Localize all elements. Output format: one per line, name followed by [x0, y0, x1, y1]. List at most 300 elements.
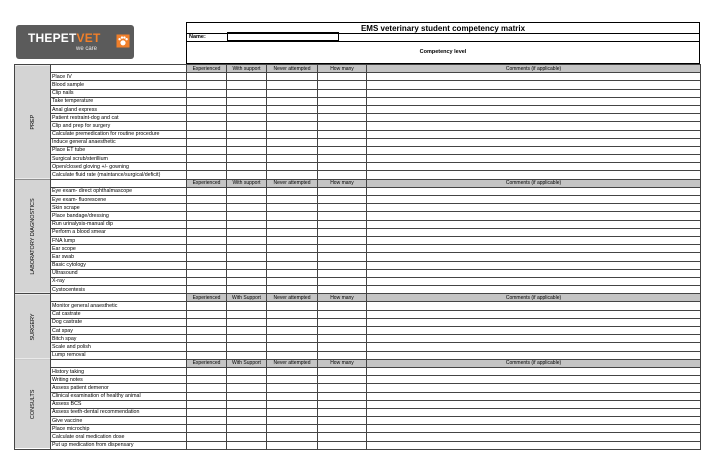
entry-cell[interactable]	[367, 392, 701, 400]
table-row	[15, 376, 701, 384]
entry-cell[interactable]	[267, 105, 318, 113]
entry-cell[interactable]	[187, 105, 227, 113]
entry-cell[interactable]	[267, 97, 318, 105]
section-label: CONSULTS	[15, 359, 51, 449]
skill-label: Assess patient demenor	[51, 384, 187, 392]
table-row	[15, 245, 701, 253]
table-row	[15, 89, 701, 97]
entry-cell[interactable]	[318, 400, 367, 408]
entry-cell[interactable]	[367, 376, 701, 384]
entry-cell[interactable]	[187, 286, 227, 294]
entry-cell[interactable]	[267, 212, 318, 220]
entry-cell[interactable]	[318, 122, 367, 130]
entry-cell[interactable]	[227, 286, 267, 294]
entry-cell[interactable]	[367, 253, 701, 261]
entry-cell[interactable]	[318, 318, 367, 326]
entry-cell[interactable]	[187, 335, 227, 343]
entry-cell[interactable]	[367, 196, 701, 204]
column-header: Never attempted	[267, 65, 318, 73]
column-header: How many	[318, 65, 367, 73]
entry-cell[interactable]	[187, 146, 227, 154]
entry-cell[interactable]	[227, 155, 267, 163]
entry-cell[interactable]	[187, 392, 227, 400]
entry-cell[interactable]	[227, 261, 267, 269]
entry-cell[interactable]	[318, 187, 367, 195]
entry-cell[interactable]	[187, 97, 227, 105]
skill-label: Run urinalysis-manual dip	[51, 220, 187, 228]
entry-cell[interactable]	[227, 114, 267, 122]
entry-cell[interactable]	[187, 367, 227, 375]
entry-cell[interactable]	[187, 400, 227, 408]
entry-cell[interactable]	[318, 343, 367, 351]
entry-cell[interactable]	[318, 376, 367, 384]
skill-label: Clip and prep for surgery	[51, 122, 187, 130]
entry-cell[interactable]	[318, 277, 367, 285]
entry-cell[interactable]	[267, 73, 318, 81]
entry-cell[interactable]	[227, 163, 267, 171]
entry-cell[interactable]	[318, 286, 367, 294]
entry-cell[interactable]	[227, 105, 267, 113]
entry-cell[interactable]	[187, 408, 227, 416]
entry-cell[interactable]	[367, 114, 701, 122]
entry-cell[interactable]	[187, 351, 227, 359]
entry-cell[interactable]	[267, 196, 318, 204]
entry-cell[interactable]	[267, 384, 318, 392]
skill-label: History taking	[51, 367, 187, 375]
entry-cell[interactable]	[367, 327, 701, 335]
entry-cell[interactable]	[318, 73, 367, 81]
table-row	[15, 220, 701, 228]
entry-cell[interactable]	[267, 204, 318, 212]
entry-cell[interactable]	[227, 302, 267, 310]
table-row	[15, 97, 701, 105]
entry-cell[interactable]	[267, 228, 318, 236]
entry-cell[interactable]	[267, 236, 318, 244]
entry-cell[interactable]	[187, 327, 227, 335]
entry-cell[interactable]	[267, 89, 318, 97]
entry-cell[interactable]	[267, 335, 318, 343]
entry-cell[interactable]	[227, 400, 267, 408]
entry-cell[interactable]	[187, 155, 227, 163]
entry-cell[interactable]	[187, 187, 227, 195]
entry-cell[interactable]	[367, 138, 701, 146]
skill-label: Lump removal	[51, 351, 187, 359]
entry-cell[interactable]	[318, 351, 367, 359]
entry-cell[interactable]	[367, 81, 701, 89]
skill-label: Calculate premedication for routine procedure	[51, 130, 187, 138]
section-header-row	[15, 294, 701, 302]
column-header: Experienced	[187, 294, 227, 302]
table-row	[15, 351, 701, 359]
entry-cell[interactable]	[187, 220, 227, 228]
skill-label: Eye exam- direct ophthalmascope	[51, 187, 187, 195]
entry-cell[interactable]	[187, 310, 227, 318]
entry-cell[interactable]	[318, 425, 367, 433]
entry-cell[interactable]	[227, 204, 267, 212]
skill-label: Cystocentesis	[51, 286, 187, 294]
entry-cell[interactable]	[187, 236, 227, 244]
table-row	[15, 212, 701, 220]
entry-cell[interactable]	[367, 122, 701, 130]
table-row	[15, 204, 701, 212]
entry-cell[interactable]	[267, 302, 318, 310]
entry-cell[interactable]	[187, 114, 227, 122]
entry-cell[interactable]	[187, 122, 227, 130]
entry-cell[interactable]	[318, 220, 367, 228]
skill-label: Monitor general anaesthetic	[51, 302, 187, 310]
table-row	[15, 310, 701, 318]
entry-cell[interactable]	[227, 417, 267, 425]
entry-cell[interactable]	[187, 212, 227, 220]
entry-cell[interactable]	[267, 327, 318, 335]
skill-label: Blood sample	[51, 81, 187, 89]
entry-cell[interactable]	[367, 408, 701, 416]
header-blank-cell	[51, 179, 187, 187]
entry-cell[interactable]	[367, 433, 701, 441]
column-header: Experienced	[187, 65, 227, 73]
table-row	[15, 400, 701, 408]
entry-cell[interactable]	[318, 228, 367, 236]
column-header: Experienced	[187, 359, 227, 367]
entry-cell[interactable]	[187, 261, 227, 269]
entry-cell[interactable]	[367, 89, 701, 97]
entry-cell[interactable]	[227, 384, 267, 392]
name-field[interactable]	[227, 32, 339, 41]
entry-cell[interactable]	[267, 171, 318, 179]
entry-cell[interactable]	[187, 253, 227, 261]
table-row	[15, 236, 701, 244]
table-row	[15, 286, 701, 294]
entry-cell[interactable]	[267, 261, 318, 269]
table-row	[15, 171, 701, 179]
entry-cell[interactable]	[227, 376, 267, 384]
entry-cell[interactable]	[267, 130, 318, 138]
entry-cell[interactable]	[227, 130, 267, 138]
entry-cell[interactable]	[227, 327, 267, 335]
column-header: Never attempted	[267, 294, 318, 302]
entry-cell[interactable]	[318, 417, 367, 425]
entry-cell[interactable]	[227, 277, 267, 285]
entry-cell[interactable]	[318, 302, 367, 310]
entry-cell[interactable]	[267, 318, 318, 326]
entry-cell[interactable]	[267, 277, 318, 285]
entry-cell[interactable]	[367, 441, 701, 449]
entry-cell[interactable]	[367, 97, 701, 105]
table-row	[15, 81, 701, 89]
entry-cell[interactable]	[367, 236, 701, 244]
entry-cell[interactable]	[318, 327, 367, 335]
table-row	[15, 261, 701, 269]
entry-cell[interactable]	[227, 441, 267, 449]
entry-cell[interactable]	[187, 277, 227, 285]
entry-cell[interactable]	[367, 171, 701, 179]
skill-label: Assess BCS	[51, 400, 187, 408]
entry-cell[interactable]	[187, 441, 227, 449]
header-blank-cell	[51, 359, 187, 367]
entry-cell[interactable]	[267, 425, 318, 433]
company-logo	[16, 25, 134, 59]
entry-cell[interactable]	[318, 384, 367, 392]
entry-cell[interactable]	[367, 384, 701, 392]
entry-cell[interactable]	[267, 400, 318, 408]
entry-cell[interactable]	[367, 343, 701, 351]
entry-cell[interactable]	[227, 351, 267, 359]
entry-cell[interactable]	[267, 343, 318, 351]
entry-cell[interactable]	[318, 155, 367, 163]
entry-cell[interactable]	[318, 105, 367, 113]
table-row	[15, 73, 701, 81]
entry-cell[interactable]	[187, 343, 227, 351]
entry-cell[interactable]	[187, 73, 227, 81]
table-row	[15, 277, 701, 285]
entry-cell[interactable]	[318, 163, 367, 171]
entry-cell[interactable]	[367, 220, 701, 228]
entry-cell[interactable]	[187, 417, 227, 425]
entry-cell[interactable]	[227, 97, 267, 105]
section-header-row	[15, 179, 701, 187]
column-header: Comments (if applicable)	[367, 179, 701, 187]
entry-cell[interactable]	[367, 269, 701, 277]
skill-label: Calculate oral medication dose	[51, 433, 187, 441]
entry-cell[interactable]	[187, 245, 227, 253]
entry-cell[interactable]	[318, 212, 367, 220]
table-row	[15, 228, 701, 236]
entry-cell[interactable]	[227, 245, 267, 253]
table-row	[15, 302, 701, 310]
header-blank-cell	[51, 294, 187, 302]
skill-label: Ultrasound	[51, 269, 187, 277]
entry-cell[interactable]	[367, 130, 701, 138]
entry-cell[interactable]	[318, 196, 367, 204]
entry-cell[interactable]	[227, 122, 267, 130]
entry-cell[interactable]	[187, 318, 227, 326]
entry-cell[interactable]	[367, 212, 701, 220]
skill-label: Dog castrate	[51, 318, 187, 326]
entry-cell[interactable]	[367, 400, 701, 408]
entry-cell[interactable]	[187, 171, 227, 179]
entry-cell[interactable]	[367, 286, 701, 294]
entry-cell[interactable]	[227, 171, 267, 179]
entry-cell[interactable]	[267, 392, 318, 400]
entry-cell[interactable]	[318, 269, 367, 277]
entry-cell[interactable]	[318, 130, 367, 138]
entry-cell[interactable]	[267, 417, 318, 425]
entry-cell[interactable]	[267, 187, 318, 195]
table-row	[15, 343, 701, 351]
entry-cell[interactable]	[267, 376, 318, 384]
entry-cell[interactable]	[227, 212, 267, 220]
entry-cell[interactable]	[267, 138, 318, 146]
entry-cell[interactable]	[318, 367, 367, 375]
entry-cell[interactable]	[367, 277, 701, 285]
entry-cell[interactable]	[227, 220, 267, 228]
entry-cell[interactable]	[227, 236, 267, 244]
table-row	[15, 425, 701, 433]
entry-cell[interactable]	[227, 187, 267, 195]
entry-cell[interactable]	[367, 245, 701, 253]
entry-cell[interactable]	[187, 89, 227, 97]
entry-cell[interactable]	[367, 425, 701, 433]
entry-cell[interactable]	[227, 318, 267, 326]
skill-label: Anal gland express	[51, 105, 187, 113]
entry-cell[interactable]	[318, 204, 367, 212]
entry-cell[interactable]	[267, 220, 318, 228]
entry-cell[interactable]	[318, 335, 367, 343]
entry-cell[interactable]	[318, 81, 367, 89]
entry-cell[interactable]	[367, 204, 701, 212]
column-header: Comments (if applicable)	[367, 294, 701, 302]
skill-label: Place bandage/dressing	[51, 212, 187, 220]
entry-cell[interactable]	[187, 425, 227, 433]
entry-cell[interactable]	[267, 163, 318, 171]
entry-cell[interactable]	[227, 81, 267, 89]
table-row	[15, 335, 701, 343]
entry-cell[interactable]	[318, 97, 367, 105]
name-label: Name:	[189, 34, 206, 40]
skill-label: Bitch spay	[51, 335, 187, 343]
section-header-row	[15, 359, 701, 367]
entry-cell[interactable]	[227, 146, 267, 154]
entry-cell[interactable]	[267, 245, 318, 253]
entry-cell[interactable]	[227, 335, 267, 343]
entry-cell[interactable]	[367, 261, 701, 269]
entry-cell[interactable]	[318, 392, 367, 400]
entry-cell[interactable]	[318, 261, 367, 269]
column-header: With Support	[227, 359, 267, 367]
column-header: How many	[318, 294, 367, 302]
column-header: With support	[227, 179, 267, 187]
entry-cell[interactable]	[227, 196, 267, 204]
entry-cell[interactable]	[318, 89, 367, 97]
table-row	[15, 105, 701, 113]
table-row	[15, 138, 701, 146]
entry-cell[interactable]	[267, 269, 318, 277]
entry-cell[interactable]	[267, 146, 318, 154]
column-header: Never attempted	[267, 359, 318, 367]
entry-cell[interactable]	[227, 408, 267, 416]
entry-cell[interactable]	[267, 286, 318, 294]
entry-cell[interactable]	[367, 310, 701, 318]
entry-cell[interactable]	[187, 228, 227, 236]
skill-label: X-ray	[51, 277, 187, 285]
entry-cell[interactable]	[367, 417, 701, 425]
column-header: Never attempted	[267, 179, 318, 187]
entry-cell[interactable]	[367, 155, 701, 163]
skill-label: Clip nails	[51, 89, 187, 97]
entry-cell[interactable]	[227, 367, 267, 375]
entry-cell[interactable]	[367, 228, 701, 236]
entry-cell[interactable]	[187, 81, 227, 89]
entry-cell[interactable]	[187, 433, 227, 441]
column-header: Comments (if applicable)	[367, 65, 701, 73]
entry-cell[interactable]	[318, 171, 367, 179]
page-title: EMS veterinary student competency matrix	[186, 22, 700, 34]
entry-cell[interactable]	[267, 81, 318, 89]
entry-cell[interactable]	[318, 408, 367, 416]
entry-cell[interactable]	[187, 163, 227, 171]
entry-cell[interactable]	[187, 130, 227, 138]
skill-label: Cat castrate	[51, 310, 187, 318]
entry-cell[interactable]	[367, 302, 701, 310]
entry-cell[interactable]	[227, 343, 267, 351]
entry-cell[interactable]	[367, 163, 701, 171]
table-row	[15, 187, 701, 195]
entry-cell[interactable]	[367, 187, 701, 195]
entry-cell[interactable]	[318, 236, 367, 244]
skill-label: Basic cytology	[51, 261, 187, 269]
entry-cell[interactable]	[267, 253, 318, 261]
entry-cell[interactable]	[187, 384, 227, 392]
entry-cell[interactable]	[267, 441, 318, 449]
entry-cell[interactable]	[187, 196, 227, 204]
entry-cell[interactable]	[227, 228, 267, 236]
skill-label: Put up medication from dispensary	[51, 441, 187, 449]
skill-label: Clinical examination of healthy animal	[51, 392, 187, 400]
entry-cell[interactable]	[267, 367, 318, 375]
entry-cell[interactable]	[318, 433, 367, 441]
entry-cell[interactable]	[267, 433, 318, 441]
competency-matrix-table	[14, 64, 701, 450]
entry-cell[interactable]	[318, 146, 367, 154]
skill-label: Calculate fluid rate (maintance/surgical/deficit)	[51, 171, 187, 179]
entry-cell[interactable]	[267, 122, 318, 130]
entry-cell[interactable]	[318, 245, 367, 253]
competency-level-label: Competency level	[186, 41, 700, 64]
entry-cell[interactable]	[227, 89, 267, 97]
skill-label: Patient restraint-dog and cat	[51, 114, 187, 122]
entry-cell[interactable]	[318, 253, 367, 261]
entry-cell[interactable]	[267, 114, 318, 122]
entry-cell[interactable]	[367, 73, 701, 81]
entry-cell[interactable]	[267, 408, 318, 416]
table-row	[15, 327, 701, 335]
entry-cell[interactable]	[227, 253, 267, 261]
entry-cell[interactable]	[267, 351, 318, 359]
table-row	[15, 114, 701, 122]
entry-cell[interactable]	[318, 114, 367, 122]
entry-cell[interactable]	[227, 425, 267, 433]
table-row	[15, 253, 701, 261]
skill-label: Place IV	[51, 73, 187, 81]
entry-cell[interactable]	[318, 441, 367, 449]
entry-cell[interactable]	[367, 367, 701, 375]
entry-cell[interactable]	[227, 73, 267, 81]
entry-cell[interactable]	[318, 310, 367, 318]
entry-cell[interactable]	[187, 302, 227, 310]
entry-cell[interactable]	[267, 310, 318, 318]
skill-label: Perform a blood smear	[51, 228, 187, 236]
entry-cell[interactable]	[187, 376, 227, 384]
entry-cell[interactable]	[367, 351, 701, 359]
entry-cell[interactable]	[227, 138, 267, 146]
entry-cell[interactable]	[187, 138, 227, 146]
entry-cell[interactable]	[367, 105, 701, 113]
entry-cell[interactable]	[227, 433, 267, 441]
entry-cell[interactable]	[187, 269, 227, 277]
entry-cell[interactable]	[227, 392, 267, 400]
skill-label: Assess teeth-dental recommendation	[51, 408, 187, 416]
entry-cell[interactable]	[187, 204, 227, 212]
table-row	[15, 367, 701, 375]
entry-cell[interactable]	[367, 146, 701, 154]
entry-cell[interactable]	[367, 335, 701, 343]
entry-cell[interactable]	[367, 318, 701, 326]
column-header: With support	[227, 65, 267, 73]
entry-cell[interactable]	[267, 155, 318, 163]
entry-cell[interactable]	[227, 269, 267, 277]
entry-cell[interactable]	[318, 138, 367, 146]
entry-cell[interactable]	[227, 310, 267, 318]
